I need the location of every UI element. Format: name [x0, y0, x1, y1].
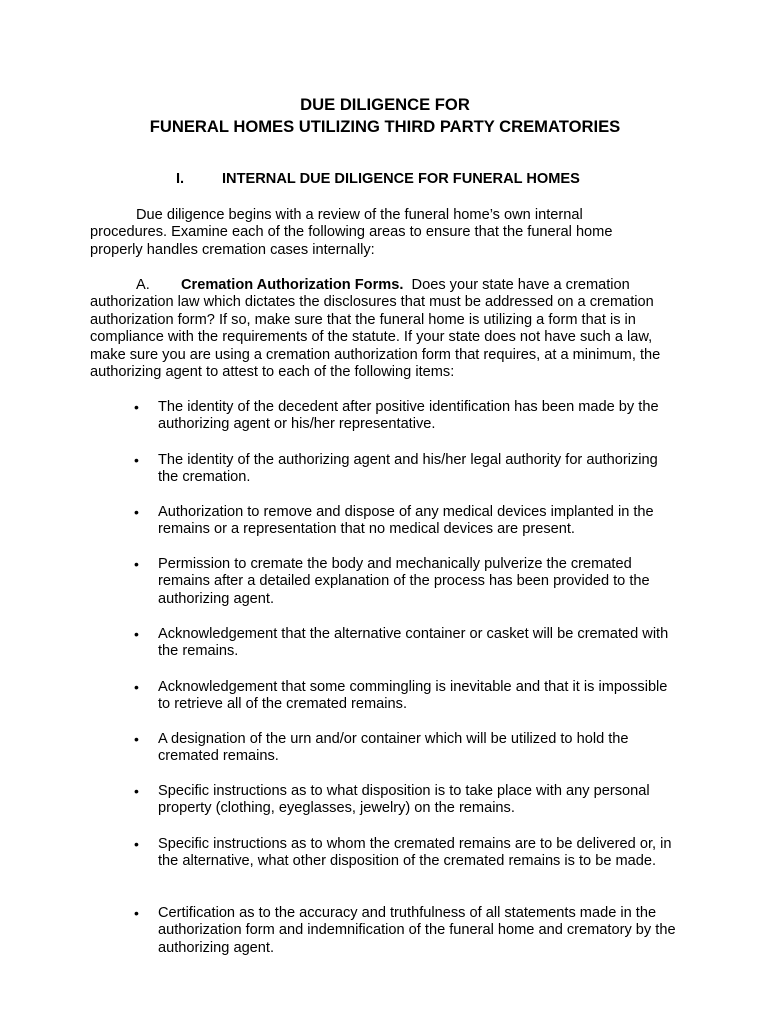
- list-item: [134, 836, 682, 871]
- list-item-text: Authorization to remove and dispose of any medical devices implanted in the remains or a representation that no medical devices are present.: [158, 504, 654, 538]
- list-item: [134, 399, 682, 434]
- list-item: [134, 556, 682, 608]
- bullet-icon: •: [134, 783, 139, 799]
- subsection-a: [90, 277, 682, 381]
- intro-paragraph: Due diligence begins with a review of the funeral home’s own internal procedures. Examine each of the following areas to ensure that the funeral home properly handles cremation cases internally:: [90, 207, 613, 258]
- section-heading: [176, 171, 580, 188]
- list-item-text: Acknowledgement that the alternative container or casket will be cremated with the remains.: [158, 626, 669, 660]
- bullet-icon: •: [134, 905, 139, 921]
- list-item: [134, 504, 682, 539]
- bullet-icon: •: [134, 679, 139, 695]
- bullet-icon: •: [134, 731, 139, 747]
- list-item: [134, 905, 682, 957]
- list-item: [134, 731, 682, 766]
- list-item-text: A designation of the urn and/or container which will be utilized to hold the cremated remains.: [158, 731, 629, 765]
- subsection-heading: Cremation Authorization Forms.: [181, 277, 404, 293]
- list-item-text: The identity of the authorizing agent and his/her legal authority for authorizing the cremation.: [158, 452, 658, 486]
- list-item: [134, 679, 682, 714]
- title-line-2: FUNERAL HOMES UTILIZING THIRD PARTY CREMATORIES: [149, 117, 621, 136]
- bullet-icon: •: [134, 626, 139, 642]
- section-title: INTERNAL DUE DILIGENCE FOR FUNERAL HOMES: [222, 171, 580, 187]
- list-item-text: Permission to cremate the body and mechanically pulverize the cremated remains after a detailed explanation of the process has been provided to the authorizing agent.: [158, 556, 650, 607]
- list-item-text: Certification as to the accuracy and truthfulness of all statements made in the authorization form and indemnification of the funeral home and crematory by the authorizing agent.: [158, 905, 676, 956]
- list-item-text: Acknowledgement that some commingling is inevitable and that it is impossible to retrieve all of the cremated remains.: [158, 679, 668, 713]
- bullet-icon: •: [134, 452, 139, 468]
- list-item-text: Specific instructions as to what disposition is to take place with any personal property (clothing, eyeglasses, jewelry) on the remains.: [158, 783, 650, 817]
- bullet-icon: •: [134, 504, 139, 520]
- subsection-letter: A.: [136, 277, 150, 293]
- subsection-text: Does your state have a cremation authorization law which dictates the disclosures that must be addressed on a cremation authorization form? If so, make sure that the funeral home is utilizing a form that is in compliance with the requirements of the statute. If your state does not have such a law, make sure you are using a cremation authorization form that requires, at a minimum, the authorizing agent to attest to each of the following items:: [90, 277, 661, 381]
- list-item: [134, 783, 682, 818]
- list-item: [134, 452, 682, 487]
- document-title: [0, 94, 770, 138]
- bullet-icon: •: [134, 399, 139, 415]
- section-number: I.: [176, 171, 185, 187]
- bullet-icon: •: [134, 556, 139, 572]
- list-item-text: Specific instructions as to whom the cremated remains are to be delivered or, in the alternative, what other disposition of the cremated remains is to be made.: [158, 836, 672, 870]
- bullet-icon: •: [134, 836, 139, 852]
- title-line-1: DUE DILIGENCE FOR: [300, 95, 470, 114]
- list-item: [134, 626, 682, 661]
- list-item-text: The identity of the decedent after positive identification has been made by the authorizing agent or his/her representative.: [158, 399, 659, 433]
